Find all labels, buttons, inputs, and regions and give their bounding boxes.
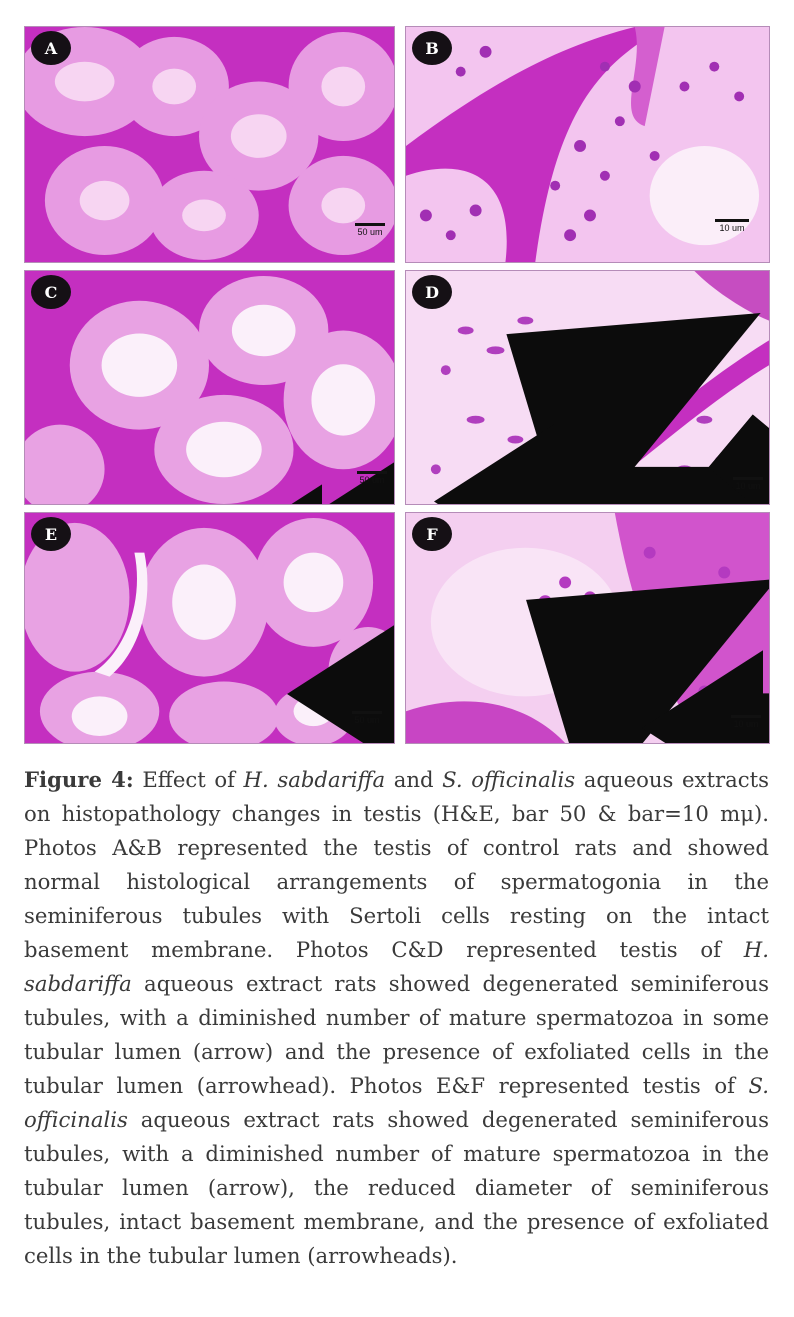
panel-label-c: C	[31, 275, 71, 309]
scale-bar-a: 50 um	[353, 223, 387, 237]
panel-label-a: A	[31, 31, 71, 65]
micrograph-panel-c	[24, 270, 395, 505]
panel-label-e: E	[31, 517, 71, 551]
micrograph-panel-a	[24, 26, 395, 263]
caption-text: aqueous extract rats showed degenerated seminiferous tubules, with a diminished number of mature spermatozoa in the tubular lumen (arrow), the reduced diameter of seminiferous tubules, intact basement membrane, and the presence of exfoliated cells in the tubular lumen (arrowheads).	[24, 1107, 769, 1268]
scale-bar-b: 10 um	[712, 219, 752, 233]
caption-text: Effect of	[133, 767, 244, 792]
scale-bar-d: 10 um	[728, 477, 768, 491]
caption-text: aqueous extract rats showed degenerated seminiferous tubules, with a diminished number of mature spermatozoa in some tubular lumen (arrow) and the presence of exfoliated cells in the tubular lumen (arrowhead). Photos E&F represented testis of	[24, 971, 769, 1098]
caption-species: H. sabdariffa	[243, 767, 386, 792]
panel-label-f: F	[412, 517, 452, 551]
caption-text: and	[385, 767, 443, 792]
panel-label-d: D	[412, 275, 452, 309]
figure-caption	[24, 763, 769, 1273]
caption-paragraph	[24, 763, 769, 1273]
caption-species: S. officinalis	[442, 767, 576, 792]
caption-species: S. officinalis	[24, 1073, 769, 1132]
micrograph-panel-b	[405, 26, 770, 263]
scale-bar-c: 50 um	[355, 471, 389, 485]
micrograph-panel-f	[405, 512, 770, 744]
caption-text: aqueous extracts on histopathology changes in testis (H&E, bar 50 & bar=10 mμ). Photos A&B represented the testis of control rats and showed normal histological arrangements of spermatogonia in the seminiferous tubules with Sertoli cells resting on the intact basement membrane. Photos C&D represented testis of	[24, 767, 769, 962]
scale-bar-e: 50 um	[349, 711, 385, 725]
micrograph-panel-e	[24, 512, 395, 744]
scale-bar-f: 10 um	[726, 715, 766, 729]
caption-label: Figure 4:	[24, 767, 134, 792]
micrograph-a-image	[25, 27, 394, 262]
micrograph-panel-d	[405, 270, 770, 505]
caption-species: H. sabdariffa	[24, 937, 769, 996]
panel-label-b: B	[412, 31, 452, 65]
